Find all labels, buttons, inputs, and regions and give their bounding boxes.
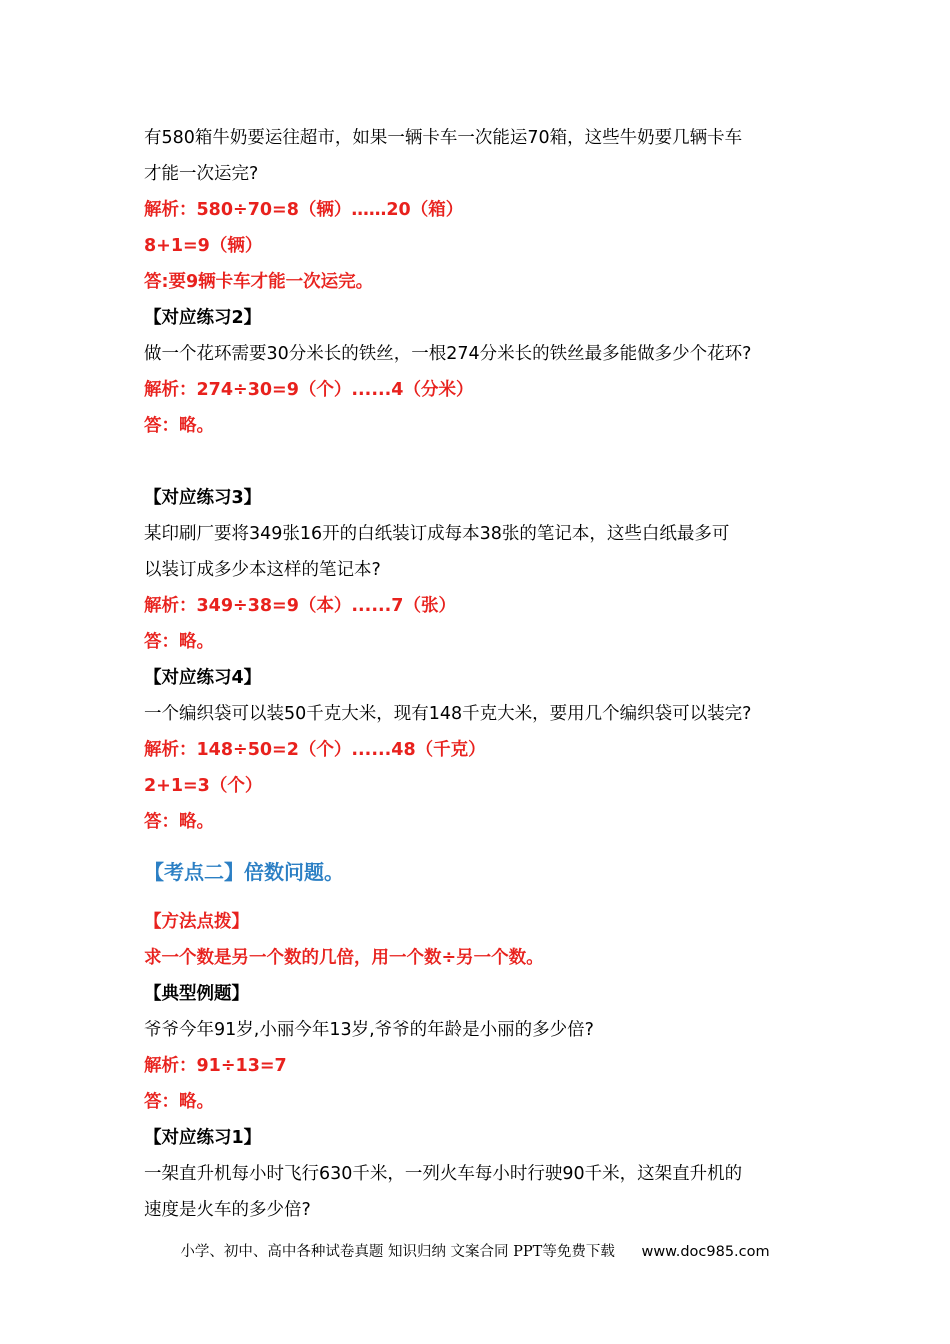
answer-text: 答：略。 <box>144 416 214 436</box>
question-text: 以装订成多少本这样的笔记本? <box>144 560 381 580</box>
method-heading: 【方法点拨】 <box>144 912 249 932</box>
answer-text: 答:要9辆卡车才能一次运完。 <box>144 272 374 292</box>
question-text: 才能一次运完? <box>144 164 259 184</box>
spacer <box>144 444 824 480</box>
page-footer <box>0 1240 950 1261</box>
answer-text: 答：略。 <box>144 1092 214 1112</box>
section-heading: 【考点二】倍数问题。 <box>144 860 344 884</box>
solution-text: 解析：274÷30=9（个）......4（分米） <box>144 380 474 400</box>
method-text: 求一个数是另一个数的几倍，用一个数÷另一个数。 <box>144 948 544 968</box>
question-text: 爷爷今年91岁,小丽今年13岁,爷爷的年龄是小丽的多少倍? <box>144 1020 594 1040</box>
solution-text: 解析：349÷38=9（本）......7（张） <box>144 596 456 616</box>
solution-text: 解析：91÷13=7 <box>144 1056 287 1076</box>
answer-text: 答：略。 <box>144 812 214 832</box>
footer-link[interactable]: www.doc985.com <box>641 1244 770 1260</box>
document-body <box>144 120 824 1228</box>
solution-text: 2+1=3（个） <box>144 776 263 796</box>
exercise-heading: 【对应练习2】 <box>144 308 262 328</box>
spacer <box>144 890 824 904</box>
solution-text: 8+1=9（辆） <box>144 236 263 256</box>
question-text: 有580箱牛奶要运往超市，如果一辆卡车一次能运70箱，这些牛奶要几辆卡车 <box>144 128 743 148</box>
question-text: 一个编织袋可以装50千克大米，现有148千克大米，要用几个编织袋可以装完? <box>144 704 752 724</box>
question-text: 一架直升机每小时飞行630千米，一列火车每小时行驶90千米，这架直升机的 <box>144 1164 743 1184</box>
exercise-heading: 【对应练习1】 <box>144 1128 262 1148</box>
example-heading: 【典型例题】 <box>144 984 249 1004</box>
question-text: 速度是火车的多少倍? <box>144 1200 311 1220</box>
solution-text: 解析：580÷70=8（辆）……20（箱） <box>144 200 464 220</box>
solution-text: 解析：148÷50=2（个）......48（千克） <box>144 740 486 760</box>
exercise-heading: 【对应练习3】 <box>144 488 262 508</box>
spacer <box>144 840 824 854</box>
question-text: 某印刷厂要将349张16开的白纸装订成每本38张的笔记本，这些白纸最多可 <box>144 524 730 544</box>
footer-text: 小学、初中、高中各种试卷真题 知识归纳 文案合同 PPT等免费下载 <box>180 1244 615 1260</box>
answer-text: 答：略。 <box>144 632 214 652</box>
question-text: 做一个花环需要30分米长的铁丝，一根274分米长的铁丝最多能做多少个花环? <box>144 344 752 364</box>
exercise-heading: 【对应练习4】 <box>144 668 262 688</box>
